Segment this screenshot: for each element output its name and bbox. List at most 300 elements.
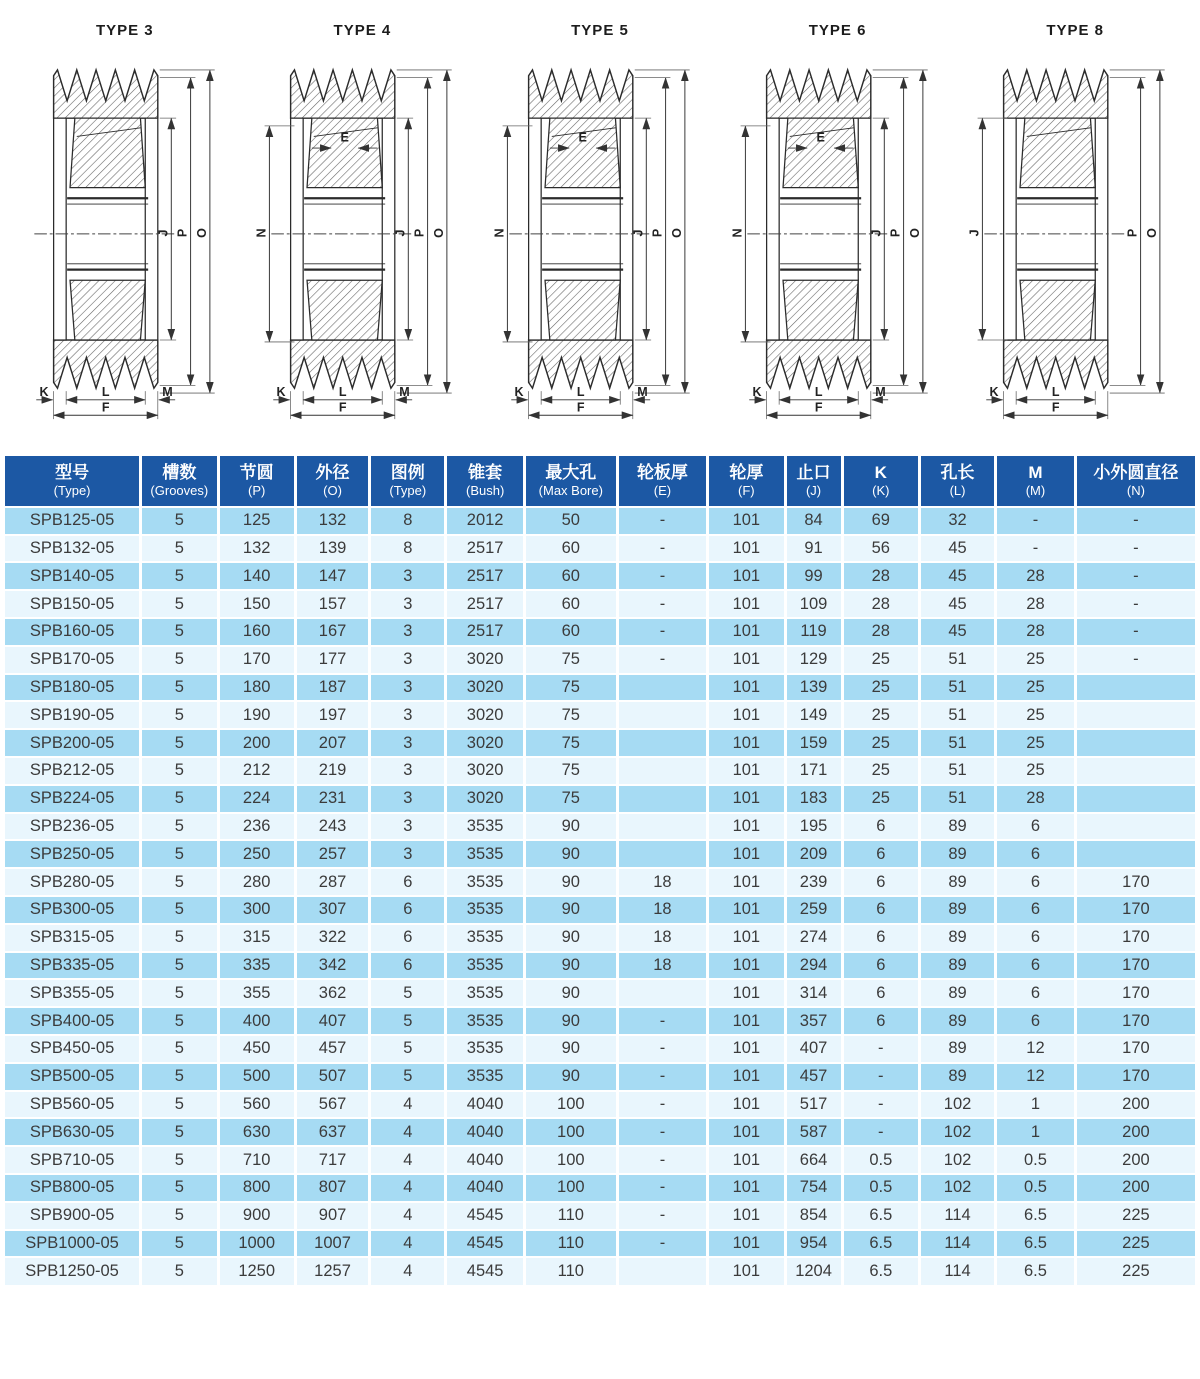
cell	[1075, 813, 1195, 841]
table-row	[5, 701, 1195, 729]
cell: 51	[919, 757, 995, 785]
cell: 4040	[446, 1091, 525, 1119]
cell: 3535	[446, 868, 525, 896]
cell: 100	[524, 1118, 617, 1146]
cell: 149	[785, 701, 842, 729]
cell: 3020	[446, 646, 525, 674]
cell: 56	[842, 535, 919, 563]
cell: 12	[996, 1035, 1076, 1063]
cell: 3020	[446, 757, 525, 785]
diagram-title: TYPE 4	[333, 22, 392, 39]
cell: 12	[996, 1063, 1076, 1091]
cell: 500	[218, 1063, 295, 1091]
cell: 140	[218, 562, 295, 590]
cell: 101	[708, 590, 785, 618]
cell: 5	[370, 1007, 446, 1035]
cell: 212	[218, 757, 295, 785]
dim-label: E	[578, 130, 587, 145]
cell: 5	[141, 1035, 218, 1063]
dim-label: F	[1052, 400, 1060, 415]
cell: SPB150-05	[5, 590, 141, 618]
cell: 6	[996, 979, 1076, 1007]
cell	[617, 813, 707, 841]
cell: 89	[919, 813, 995, 841]
cell: SPB900-05	[5, 1202, 141, 1230]
cell: -	[1075, 535, 1195, 563]
dim-label: N	[254, 228, 269, 238]
cell: -	[1075, 646, 1195, 674]
dim-label: O	[194, 228, 209, 238]
cell: 90	[524, 840, 617, 868]
cell: 89	[919, 952, 995, 980]
cell: 257	[295, 840, 369, 868]
cell: 180	[218, 674, 295, 702]
cell: SPB170-05	[5, 646, 141, 674]
cell: 5	[141, 868, 218, 896]
pulley-diagram	[490, 41, 710, 422]
cell: 109	[785, 590, 842, 618]
cell: 101	[708, 701, 785, 729]
cell: 200	[1075, 1146, 1195, 1174]
cell: -	[617, 1007, 707, 1035]
cell	[1075, 785, 1195, 813]
cell: 18	[617, 896, 707, 924]
table-row	[5, 896, 1195, 924]
dim-label: J	[631, 229, 646, 237]
cell: 3	[370, 562, 446, 590]
cell: 100	[524, 1091, 617, 1119]
diagram-drawing	[490, 41, 710, 427]
cell: 18	[617, 868, 707, 896]
cell: 1007	[295, 1230, 369, 1258]
cell: 75	[524, 729, 617, 757]
cell: 6	[842, 979, 919, 1007]
cell: 200	[218, 729, 295, 757]
cell: 25	[996, 729, 1076, 757]
cell: 3	[370, 813, 446, 841]
cell: 167	[295, 618, 369, 646]
cell: 280	[218, 868, 295, 896]
cell: 294	[785, 952, 842, 980]
cell: 75	[524, 701, 617, 729]
cell: SPB212-05	[5, 757, 141, 785]
cell: 3	[370, 840, 446, 868]
cell: 854	[785, 1202, 842, 1230]
cell: 6	[996, 924, 1076, 952]
cell: 5	[370, 1063, 446, 1091]
cell: 5	[141, 924, 218, 952]
diagram-panel-type-8	[961, 14, 1189, 427]
cell: -	[617, 1063, 707, 1091]
cell: SPB400-05	[5, 1007, 141, 1035]
cell: 101	[708, 1118, 785, 1146]
cell: 954	[785, 1230, 842, 1258]
cell: SPB1250-05	[5, 1257, 141, 1285]
cell: 6	[842, 868, 919, 896]
cell: 195	[785, 813, 842, 841]
cell: 25	[842, 729, 919, 757]
cell: 5	[141, 1146, 218, 1174]
cell: 101	[708, 1230, 785, 1258]
cell: 51	[919, 646, 995, 674]
cell: 25	[996, 646, 1076, 674]
table-row	[5, 1118, 1195, 1146]
cell: 5	[141, 952, 218, 980]
cell: 6.5	[996, 1202, 1076, 1230]
table-row	[5, 757, 1195, 785]
cell: 2517	[446, 535, 525, 563]
cell: 209	[785, 840, 842, 868]
cell	[1075, 840, 1195, 868]
cell: 259	[785, 896, 842, 924]
cell	[1075, 757, 1195, 785]
dim-label: K	[989, 384, 999, 399]
cell: SPB125-05	[5, 507, 141, 535]
cell: 28	[996, 590, 1076, 618]
cell: 45	[919, 618, 995, 646]
cell: 400	[218, 1007, 295, 1035]
cell: SPB280-05	[5, 868, 141, 896]
cell: 4	[370, 1230, 446, 1258]
cell: 6.5	[842, 1257, 919, 1285]
diagram-title: TYPE 8	[1046, 22, 1105, 39]
cell: 6	[842, 896, 919, 924]
cell: SPB500-05	[5, 1063, 141, 1091]
cell: 114	[919, 1257, 995, 1285]
cell: 314	[785, 979, 842, 1007]
col-header-grooves: 槽数 (Grooves)	[141, 456, 218, 507]
cell: SPB300-05	[5, 896, 141, 924]
cell: 28	[842, 590, 919, 618]
cell: 170	[1075, 1035, 1195, 1063]
cell: 28	[996, 562, 1076, 590]
cell: 6	[996, 952, 1076, 980]
cell: -	[617, 1146, 707, 1174]
cell: 32	[919, 507, 995, 535]
table-row	[5, 674, 1195, 702]
cell: 89	[919, 924, 995, 952]
cell: 3535	[446, 979, 525, 1007]
cell: 6	[370, 896, 446, 924]
cell: 5	[141, 729, 218, 757]
cell: SPB1000-05	[5, 1230, 141, 1258]
cell: 5	[141, 757, 218, 785]
cell: 101	[708, 979, 785, 1007]
cell: 129	[785, 646, 842, 674]
cell: -	[617, 1035, 707, 1063]
cell: 3020	[446, 729, 525, 757]
cell: 89	[919, 1063, 995, 1091]
cell: 4	[370, 1146, 446, 1174]
cell: 114	[919, 1230, 995, 1258]
cell: 25	[842, 701, 919, 729]
cell: 225	[1075, 1257, 1195, 1285]
dim-label: P	[175, 228, 190, 238]
cell: 5	[141, 701, 218, 729]
cell: 407	[785, 1035, 842, 1063]
cell: 6	[996, 868, 1076, 896]
cell: 3535	[446, 924, 525, 952]
cell: 170	[218, 646, 295, 674]
cell: 6	[842, 924, 919, 952]
cell: 90	[524, 924, 617, 952]
col-header-f: 轮厚 (F)	[708, 456, 785, 507]
cell: SPB140-05	[5, 562, 141, 590]
pulley-diagram	[965, 41, 1185, 422]
cell: SPB450-05	[5, 1035, 141, 1063]
cell: 101	[708, 1091, 785, 1119]
cell: 5	[141, 562, 218, 590]
cell: 907	[295, 1202, 369, 1230]
cell: 89	[919, 1007, 995, 1035]
cell: -	[1075, 507, 1195, 535]
cell	[1075, 729, 1195, 757]
cell: 170	[1075, 868, 1195, 896]
cell: -	[617, 507, 707, 535]
cell: 8	[370, 507, 446, 535]
dim-label: O	[670, 228, 685, 238]
cell: 119	[785, 618, 842, 646]
cell: 101	[708, 924, 785, 952]
cell: 25	[842, 646, 919, 674]
cell: 335	[218, 952, 295, 980]
cell: 3535	[446, 840, 525, 868]
cell: 101	[708, 1007, 785, 1035]
cell: 51	[919, 701, 995, 729]
cell: 90	[524, 868, 617, 896]
cell: 6	[996, 1007, 1076, 1035]
cell: SPB355-05	[5, 979, 141, 1007]
cell: 5	[141, 1118, 218, 1146]
cell: 200	[1075, 1091, 1195, 1119]
cell: 170	[1075, 924, 1195, 952]
cell: 6	[370, 952, 446, 980]
cell: 69	[842, 507, 919, 535]
cell: 101	[708, 868, 785, 896]
cell	[617, 674, 707, 702]
cell: 132	[218, 535, 295, 563]
cell: 4545	[446, 1257, 525, 1285]
cell: -	[617, 1202, 707, 1230]
dim-label: F	[101, 400, 110, 415]
cell: -	[1075, 562, 1195, 590]
cell: 5	[141, 840, 218, 868]
cell: 3	[370, 646, 446, 674]
dim-label: J	[967, 229, 982, 237]
cell: SPB224-05	[5, 785, 141, 813]
cell: 25	[842, 674, 919, 702]
cell: 6	[842, 813, 919, 841]
cell: 450	[218, 1035, 295, 1063]
cell: 157	[295, 590, 369, 618]
cell: -	[617, 562, 707, 590]
cell: 1257	[295, 1257, 369, 1285]
dim-label: O	[907, 228, 922, 238]
col-header-od: 外径 (O)	[295, 456, 369, 507]
cell: 219	[295, 757, 369, 785]
dim-label: F	[339, 400, 347, 415]
dim-label: F	[576, 400, 585, 415]
table-row	[5, 562, 1195, 590]
cell: 224	[218, 785, 295, 813]
cell: 5	[141, 979, 218, 1007]
cell: 90	[524, 1063, 617, 1091]
cell: 75	[524, 646, 617, 674]
col-header-n: 小外圆直径 (N)	[1075, 456, 1195, 507]
cell: 101	[708, 646, 785, 674]
cell: 5	[141, 1063, 218, 1091]
cell: 100	[524, 1174, 617, 1202]
dim-label: N	[492, 228, 507, 238]
dim-label: M	[162, 384, 173, 399]
cell: 5	[370, 1035, 446, 1063]
cell: SPB250-05	[5, 840, 141, 868]
dim-label: L	[1052, 384, 1060, 399]
cell: 159	[785, 729, 842, 757]
cell: 60	[524, 618, 617, 646]
cell: 60	[524, 562, 617, 590]
dim-label: P	[413, 228, 428, 238]
cell: 3535	[446, 952, 525, 980]
table-row	[5, 507, 1195, 535]
cell: 287	[295, 868, 369, 896]
cell: -	[617, 590, 707, 618]
cell: -	[842, 1118, 919, 1146]
dim-label: E	[340, 130, 350, 145]
table-row	[5, 535, 1195, 563]
cell: 139	[295, 535, 369, 563]
cell: 89	[919, 868, 995, 896]
col-header-pitch: 节圆 (P)	[218, 456, 295, 507]
table-row	[5, 1063, 1195, 1091]
cell: 101	[708, 757, 785, 785]
cell: -	[617, 535, 707, 563]
cell: 4	[370, 1202, 446, 1230]
cell: 800	[218, 1174, 295, 1202]
cell: 6.5	[842, 1202, 919, 1230]
cell: 190	[218, 701, 295, 729]
cell: 6	[370, 868, 446, 896]
dim-label: O	[1145, 228, 1160, 238]
cell: 6	[842, 840, 919, 868]
diagram-panel-type-5	[486, 14, 714, 427]
col-header-l: 孔长 (L)	[919, 456, 995, 507]
cell: 342	[295, 952, 369, 980]
cell: 225	[1075, 1230, 1195, 1258]
cell: 567	[295, 1091, 369, 1119]
cell: 28	[842, 618, 919, 646]
cell: 170	[1075, 979, 1195, 1007]
cell: 236	[218, 813, 295, 841]
cell: SPB200-05	[5, 729, 141, 757]
dim-label: E	[816, 130, 825, 145]
cell: 25	[996, 757, 1076, 785]
diagram-panel-type-3	[11, 14, 239, 427]
cell: 139	[785, 674, 842, 702]
cell: 25	[996, 674, 1076, 702]
cell: 102	[919, 1146, 995, 1174]
cell: 0.5	[842, 1174, 919, 1202]
cell: 101	[708, 813, 785, 841]
cell: 28	[996, 785, 1076, 813]
cell: 3	[370, 701, 446, 729]
cell: 75	[524, 757, 617, 785]
cell: 90	[524, 952, 617, 980]
col-header-bush: 锥套 (Bush)	[446, 456, 525, 507]
cell: 2517	[446, 590, 525, 618]
cell: -	[1075, 590, 1195, 618]
cell: 101	[708, 840, 785, 868]
cell	[617, 840, 707, 868]
cell: 0.5	[842, 1146, 919, 1174]
cell: SPB190-05	[5, 701, 141, 729]
cell: 187	[295, 674, 369, 702]
cell: 1000	[218, 1230, 295, 1258]
cell: 102	[919, 1091, 995, 1119]
cell: SPB560-05	[5, 1091, 141, 1119]
cell: 101	[708, 1146, 785, 1174]
diagram-panel-type-4	[248, 14, 476, 427]
spec-table	[5, 456, 1195, 1285]
cell: 5	[141, 590, 218, 618]
cell: 0.5	[996, 1174, 1076, 1202]
cell: 101	[708, 535, 785, 563]
cell: -	[617, 1230, 707, 1258]
cell: 457	[295, 1035, 369, 1063]
cell: 5	[141, 674, 218, 702]
table-row	[5, 1035, 1195, 1063]
spec-table-head	[5, 456, 1195, 507]
cell: 90	[524, 979, 617, 1007]
cell: 5	[141, 1174, 218, 1202]
cell: 25	[842, 757, 919, 785]
cell: -	[1075, 618, 1195, 646]
cell: SPB710-05	[5, 1146, 141, 1174]
cell: 101	[708, 618, 785, 646]
cell: SPB335-05	[5, 952, 141, 980]
cell: 75	[524, 674, 617, 702]
cell: 322	[295, 924, 369, 952]
cell: 3535	[446, 1063, 525, 1091]
cell: 18	[617, 952, 707, 980]
cell: 84	[785, 507, 842, 535]
table-row	[5, 1146, 1195, 1174]
cell: 900	[218, 1202, 295, 1230]
cell: 101	[708, 1063, 785, 1091]
cell: 507	[295, 1063, 369, 1091]
table-row	[5, 1091, 1195, 1119]
cell: 6.5	[996, 1230, 1076, 1258]
cell: 170	[1075, 896, 1195, 924]
col-header-j: 止口 (J)	[785, 456, 842, 507]
cell: 18	[617, 924, 707, 952]
cell: 5	[141, 507, 218, 535]
diagram-title: TYPE 3	[95, 22, 154, 39]
cell: 3	[370, 757, 446, 785]
cell: 5	[141, 1007, 218, 1035]
cell: 4545	[446, 1202, 525, 1230]
cell: 6	[370, 924, 446, 952]
cell: -	[617, 646, 707, 674]
cell: 101	[708, 674, 785, 702]
cell: -	[617, 1118, 707, 1146]
cell: 114	[919, 1202, 995, 1230]
cell: 6	[996, 813, 1076, 841]
cell: 307	[295, 896, 369, 924]
cell: 560	[218, 1091, 295, 1119]
cell: 5	[141, 1202, 218, 1230]
cell: 274	[785, 924, 842, 952]
